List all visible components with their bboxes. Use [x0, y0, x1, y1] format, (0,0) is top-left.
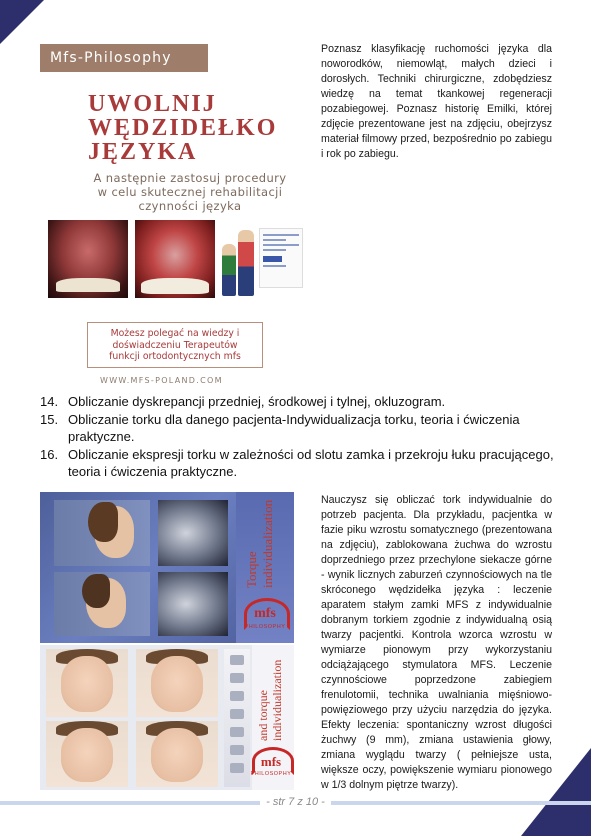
flyer-subhead — [80, 171, 300, 213]
certificate-thumbnail — [259, 228, 303, 288]
logo-text: mfs — [254, 606, 276, 621]
subhead-line: A następnie zastosuj procedury — [93, 171, 287, 185]
profile-photo-before — [54, 500, 150, 566]
list-number: 14. — [40, 394, 59, 409]
children-photo — [220, 222, 256, 298]
flyer-headline — [88, 92, 278, 164]
torque-vertical-text: and torque individualization — [256, 659, 284, 741]
list-text: Obliczanie torku dla danego pacjenta-Indywidualizacja torku, teoria i ćwiczenia praktyczne. — [68, 411, 520, 444]
frontal-photo — [46, 649, 128, 717]
paragraph-top: Poznasz klasyfikację ruchomości języka dla noworodków, niemowląt, małych dzieci i dorosłych. Techniki chirurgiczne, zdobędziesz wiedzę na temat tkankowej regeneracji pozabiegowej. Poznasz historię Emilki, której zdjęcie prezentowane jest na zdjęciu, obejrzysz materiał filmowy przed, bezpośrednio po zabiegu i rok po zabiegu. — [321, 43, 552, 160]
mfs-logo — [248, 743, 294, 787]
smile-photo — [136, 649, 218, 717]
mfs-logo — [238, 594, 292, 638]
page-number: - str 7 z 10 - — [260, 796, 331, 808]
list-number: 15. — [40, 411, 59, 427]
profile-photo-after — [54, 572, 150, 636]
smile-photo — [136, 721, 218, 787]
headline-line: UWOLNIJ — [88, 91, 217, 117]
promo-flyer — [40, 40, 304, 390]
tongue-photo-before — [48, 220, 128, 298]
subhead-line: w celu skutecznej rehabilitacji — [97, 185, 283, 199]
infobox-line: Możesz polegać na wiedzy i — [110, 328, 240, 339]
list-text: Obliczanie dyskrepancji przedniej, środkowej i tylnej, okluzogram. — [68, 394, 446, 409]
list-item — [40, 446, 560, 481]
corner-decoration-top-left — [0, 0, 44, 44]
flyer-infobox — [87, 322, 263, 368]
logo-subtext: PHILOSOPHY — [244, 624, 286, 630]
list-number: 16. — [40, 446, 59, 462]
flyer-website: WWW.MFS-POLAND.COM — [100, 376, 223, 385]
list-item — [40, 393, 560, 411]
torque-profile-image — [40, 492, 294, 643]
headline-line: JĘZYKA — [88, 139, 198, 165]
list-item — [40, 411, 560, 446]
logo-text: mfs — [260, 754, 282, 769]
numbered-list — [40, 393, 560, 481]
headline-line: WĘDZIDEŁKO — [88, 115, 278, 141]
paragraph-bottom: Nauczysz się obliczać tork indywidualnie do potrzeb pacjenta. Dla przykładu, pacjentka w fazie piku wzrostu somatycznego (prezentowana na zdjęciu), zablokowana żuchwa do wzrostu doprzedniego przez przechylone siekacze górne - wynik licznych zaburzeń czynnościowych na tle skróconego wędzidełka języka : leczenie aparatem stałym zamki MFS z indywidualnie dobranym torkiem zgodnie z indywidualną osią twarzy pacjentki. Kontrola wzorca wzrostu w wymiarze pionowym przy wykorzystaniu odciążającego stymulatora MFS. Leczenie czynnościowe poprzedzone zabiegiem frenulotomii, technika uwalniania mięśniowo-powięziowego przy użyciu narzędzia do języka. Efekty leczenia: spontaniczny wzrost długości żuchwy (9 mm), zmiana ustawienia głowy, zmiana wyglądu twarzy ( pełniejsze usta, większe oczy, powiększenie wymiaru pionowego w 1/3 dolnym piętrze twarzy). — [321, 494, 552, 791]
list-text: Obliczanie ekspresji torku w zależności od slotu zamka i przekroju łuku pracującego, teoria i ćwiczenia praktyczne. — [68, 446, 554, 479]
flyer-badge: Mfs-Philosophy — [40, 44, 208, 72]
tongue-photo-after — [135, 220, 215, 298]
torque-frontal-image — [40, 645, 294, 790]
page-footer — [0, 796, 591, 808]
logo-subtext: PHILOSOPHY — [250, 771, 292, 777]
torque-vertical-text: Torque individualization — [244, 499, 275, 588]
frontal-photo — [46, 721, 128, 787]
infobox-line: funkcji ortodontycznych mfs — [109, 351, 241, 362]
cephalogram-before — [158, 500, 228, 566]
infobox-line: doświadczeniu Terapeutów — [112, 339, 238, 351]
brackets-strip — [224, 649, 250, 787]
cephalogram-after — [158, 572, 228, 636]
subhead-line: czynności języka — [138, 199, 242, 213]
